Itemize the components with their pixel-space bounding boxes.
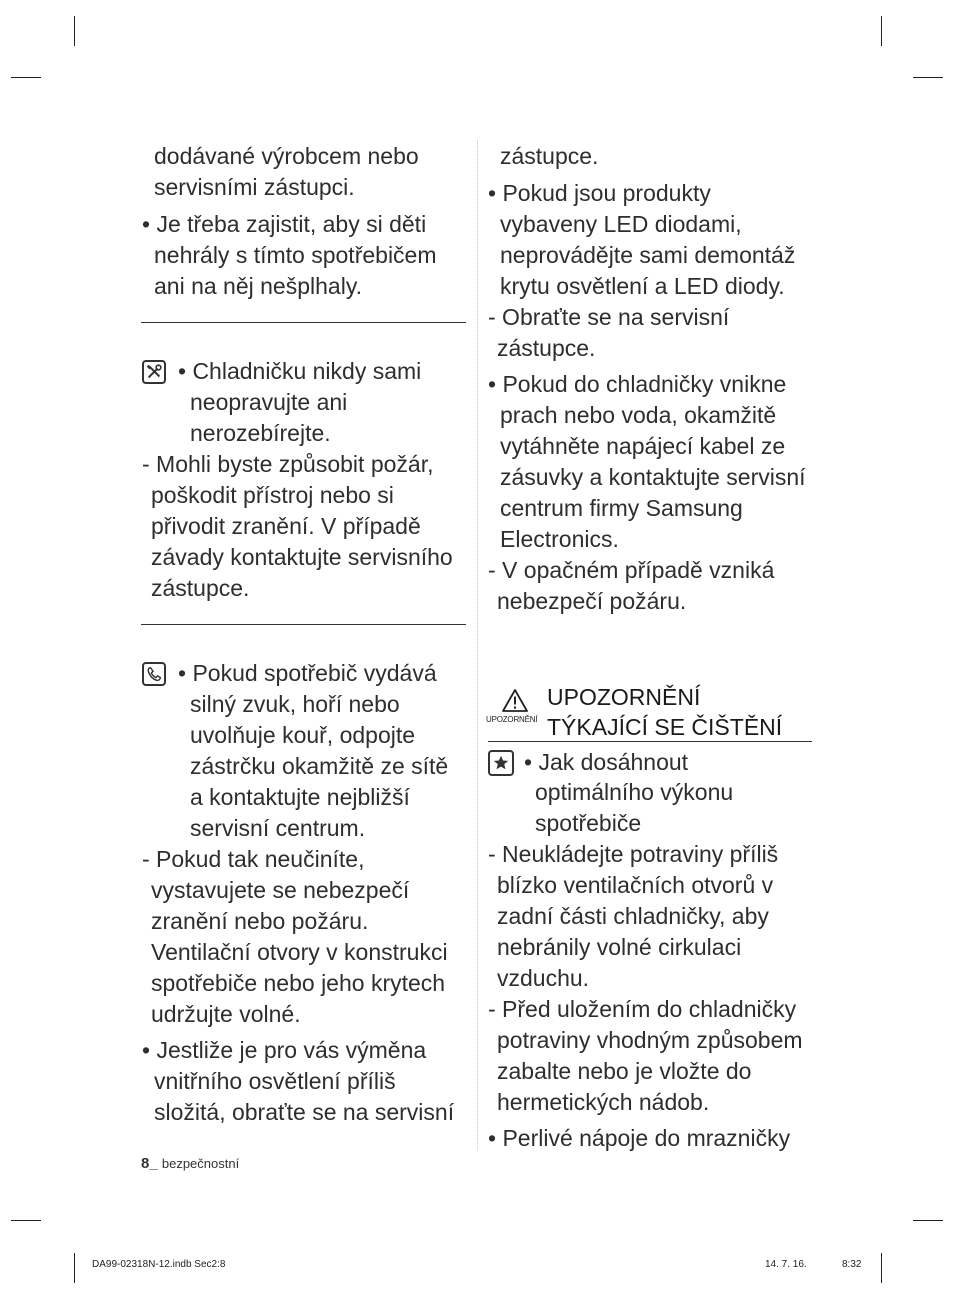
section-heading: UPOZORNĚNÍ xyxy=(547,684,701,710)
bullet-line: neopravujte ani xyxy=(190,389,348,415)
crop-mark xyxy=(881,1253,882,1283)
note-line: - Mohli byste způsobit požár, xyxy=(142,451,434,477)
bullet-line: • Je třeba zajistit, aby si děti xyxy=(142,211,427,237)
note-line: přivodit zranění. V případě xyxy=(151,513,421,539)
note-line: zástupce. xyxy=(151,575,250,601)
crop-mark xyxy=(913,1220,943,1221)
text-line: servisními zástupci. xyxy=(154,174,355,200)
text-line: dodávané výrobcem nebo xyxy=(154,143,419,169)
crop-mark xyxy=(881,16,882,46)
note-line: zadní části chladničky, aby xyxy=(497,903,769,929)
bullet-line: neprovádějte sami demontáž xyxy=(500,242,796,268)
note-line: potraviny vhodným způsobem xyxy=(497,1027,803,1053)
note-line: vystavujete se nebezpečí xyxy=(151,877,410,903)
bullet-line: prach nebo voda, okamžitě xyxy=(500,402,777,428)
note-line: - Před uložením do chladničky xyxy=(488,996,797,1022)
warning-label: UPOZORNĚNÍ xyxy=(486,715,538,724)
bullet-line: uvolňuje kouř, odpojte xyxy=(190,722,416,748)
imprint-date: 14. 7. 16. xyxy=(765,1259,807,1270)
imprint-file: DA99-02318N-12.indb Sec2:8 xyxy=(92,1259,226,1270)
bullet-line: vytáhněte napájecí kabel ze xyxy=(500,433,786,459)
note-line: závady kontaktujte servisního xyxy=(151,544,453,570)
column-divider xyxy=(477,140,479,1150)
bullet-line: vybaveny LED diodami, xyxy=(500,211,742,237)
bullet-line: nehrály s tímto spotřebičem xyxy=(154,242,437,268)
crop-mark xyxy=(74,16,75,46)
warning-triangle-icon xyxy=(501,688,529,713)
bullet-line: Electronics. xyxy=(500,526,619,552)
bullet-line: • Jak dosáhnout xyxy=(524,749,689,775)
section-rule xyxy=(141,624,466,625)
bullet-line: krytu osvětlení a LED diody. xyxy=(500,273,785,299)
note-line: hermetických nádob. xyxy=(497,1089,710,1115)
heading-rule xyxy=(488,741,812,742)
bullet-line: • Pokud jsou produkty xyxy=(488,180,711,206)
bullet-line: nerozebírejte. xyxy=(190,420,331,446)
bullet-line: vnitřního osvětlení příliš xyxy=(154,1068,396,1094)
phone-icon xyxy=(142,662,166,686)
note-line: - V opačném případě vzniká xyxy=(488,557,775,583)
note-line: zranění nebo požáru. xyxy=(151,908,369,934)
bullet-line: • Pokud spotřebič vydává xyxy=(178,660,437,686)
imprint-time: 8:32 xyxy=(842,1259,862,1270)
bullet-line: servisní centrum. xyxy=(190,815,366,841)
bullet-line: • Pokud do chladničky vnikne xyxy=(488,371,787,397)
bullet-line: ani na něj nešplhaly. xyxy=(154,273,362,299)
section-name: bezpečnostní xyxy=(161,1156,240,1171)
page-number: 8_ xyxy=(141,1155,158,1172)
note-line: - Pokud tak neučiníte, xyxy=(142,846,365,872)
bullet-line: zásuvky a kontaktujte servisní xyxy=(500,464,806,490)
bullet-line: • Perlivé nápoje do mrazničky xyxy=(488,1125,791,1151)
note-line: nebránily volné cirkulaci xyxy=(497,934,742,960)
section-heading: TÝKAJÍCÍ SE ČIŠTĚNÍ xyxy=(547,714,783,740)
bullet-line: a kontaktujte nejbližší xyxy=(190,784,410,810)
note-line: vzduchu. xyxy=(497,965,590,991)
note-line: udržujte volné. xyxy=(151,1001,301,1027)
note-line: blízko ventilačních otvorů v xyxy=(497,872,774,898)
bullet-line: centrum firmy Samsung xyxy=(500,495,743,521)
note-line: zástupce. xyxy=(497,335,596,361)
bullet-line: silný zvuk, hoří nebo xyxy=(190,691,400,717)
note-line: zabalte nebo je vložte do xyxy=(497,1058,752,1084)
bullet-line: zástrčku okamžitě ze sítě xyxy=(190,753,449,779)
crop-mark xyxy=(74,1253,75,1283)
crop-mark xyxy=(913,77,943,78)
crop-mark xyxy=(11,1220,41,1221)
bullet-line: • Jestliže je pro vás výměna xyxy=(142,1037,427,1063)
crop-mark xyxy=(11,77,41,78)
text-line: zástupce. xyxy=(500,143,599,169)
bullet-line: složitá, obraťte se na servisní xyxy=(154,1099,455,1125)
note-line: Ventilační otvory v konstrukci xyxy=(151,939,448,965)
bullet-line: spotřebiče xyxy=(535,810,642,836)
star-icon xyxy=(488,750,514,776)
note-line: poškodit přístroj nebo si xyxy=(151,482,394,508)
note-line: - Neukládejte potraviny příliš xyxy=(488,841,779,867)
bullet-line: • Chladničku nikdy sami xyxy=(178,358,422,384)
note-line: - Obraťte se na servisní xyxy=(488,304,730,330)
note-line: spotřebiče nebo jeho krytech xyxy=(151,970,446,996)
bullet-line: optimálního výkonu xyxy=(535,779,734,805)
no-disassembly-icon xyxy=(142,360,166,384)
note-line: nebezpečí požáru. xyxy=(497,588,687,614)
page-footer xyxy=(141,1155,239,1172)
section-rule xyxy=(141,322,466,323)
